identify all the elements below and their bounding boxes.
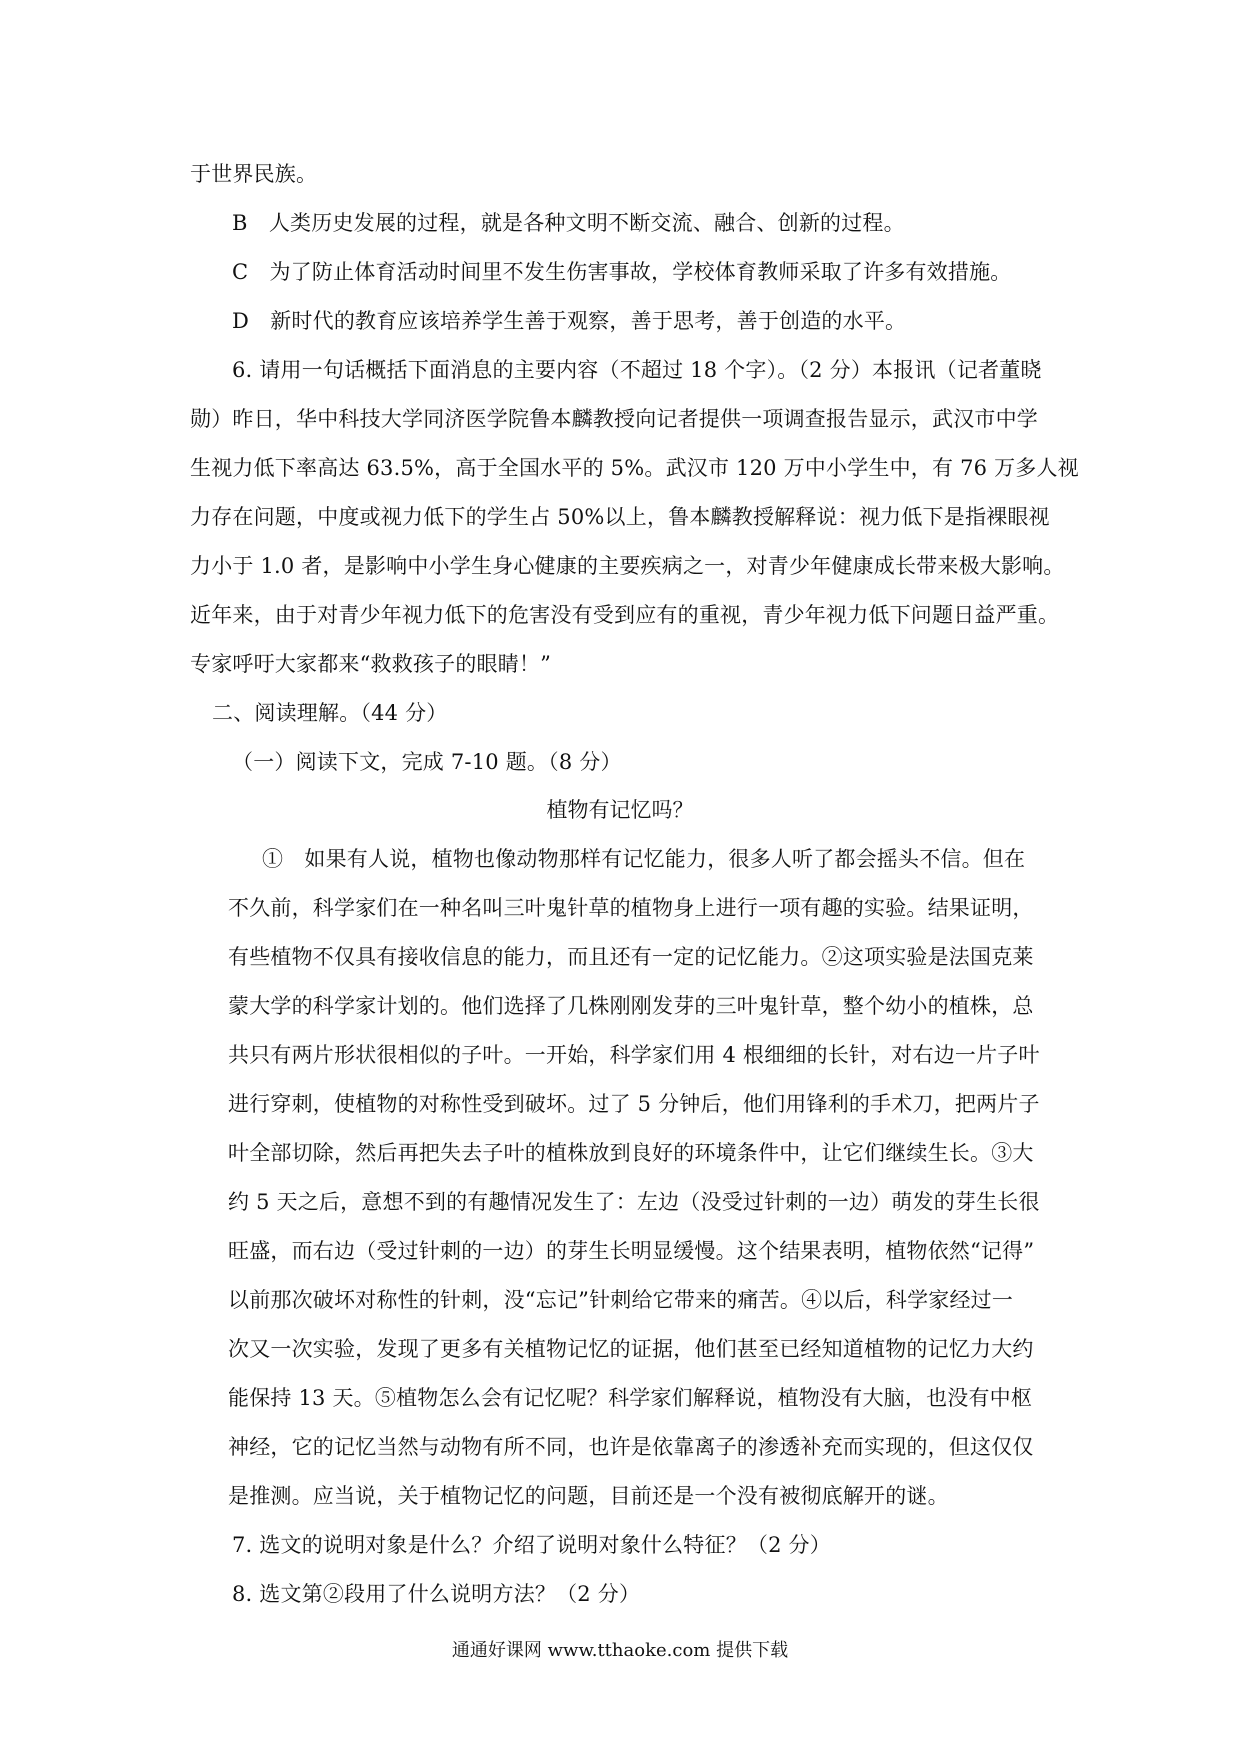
question-8: 8. 选文第②段用了什么说明方法？（2 分） <box>232 1582 641 1606</box>
article-line: 旺盛，而右边（受过针刺的一边）的芽生长明显缓慢。这个结果表明，植物依然“记得” <box>228 1239 1035 1263</box>
article-line: 次又一次实验，发现了更多有关植物记忆的证据，他们甚至已经知道植物的记忆力大约 <box>228 1337 1034 1361</box>
article-title: 植物有记忆吗？ <box>546 798 694 822</box>
text-line: 勋）昨日，华中科技大学同济医学院鲁本麟教授向记者提供一项调查报告显示，武汉市中学 <box>190 407 1038 431</box>
article-line: 以前那次破坏对称性的针刺，没“忘记”针刺给它带来的痛苦。④以后，科学家经过一 <box>228 1288 1014 1312</box>
option-c: C 为了防止体育活动时间里不发生伤害事故，学校体育教师采取了许多有效措施。 <box>232 260 1012 284</box>
text-line: 专家呼吁大家都来“救救孩子的眼睛！” <box>190 652 552 676</box>
page-footer: 通通好课网 www.tthaoke.com 提供下载 <box>451 1640 789 1661</box>
question-7: 7. 选文的说明对象是什么？介绍了说明对象什么特征？（2 分） <box>232 1533 831 1557</box>
article-line: 能保持 13 天。⑤植物怎么会有记忆呢？科学家们解释说，植物没有大脑，也没有中枢 <box>228 1386 1033 1410</box>
text-line: 生视力低下率高达 63.5%，高于全国水平的 5%。武汉市 120 万中小学生中，有 76 万多人视 <box>190 456 1079 480</box>
article-line: 有些植物不仅具有接收信息的能力，而且还有一定的记忆能力。②这项实验是法国克莱 <box>228 945 1034 969</box>
article-line: 叶全部切除，然后再把失去子叶的植株放到良好的环境条件中，让它们继续生长。③大 <box>228 1141 1034 1165</box>
text-line: 力存在问题，中度或视力低下的学生占 50%以上，鲁本麟教授解释说：视力低下是指裸眼视 <box>190 505 1050 529</box>
article-line: 不久前，科学家们在一种名叫三叶鬼针草的植物身上进行一项有趣的实验。结果证明， <box>228 896 1034 920</box>
subsection-heading: （一）阅读下文，完成 7-10 题。（8 分） <box>232 750 622 774</box>
article-line: 共只有两片形状很相似的子叶。一开始，科学家们用 4 根细细的长针，对右边一片子叶 <box>228 1043 1040 1067</box>
article-line: 神经，它的记忆当然与动物有所不同，也许是依靠离子的渗透补充而实现的，但这仅仅 <box>228 1435 1034 1459</box>
article-line: 蒙大学的科学家计划的。他们选择了几株刚刚发芽的三叶鬼针草，整个幼小的植株，总 <box>228 994 1034 1018</box>
article-line: 是推测。应当说，关于植物记忆的问题，目前还是一个没有被彻底解开的谜。 <box>228 1484 949 1508</box>
article-line: ① 如果有人说，植物也像动物那样有记忆能力，很多人听了都会摇头不信。但在 <box>262 847 1026 871</box>
text-line: 于世界民族。 <box>190 162 318 186</box>
question-6: 6. 请用一句话概括下面消息的主要内容（不超过 18 个字）。（2 分）本报讯（记者董晓 <box>232 358 1042 382</box>
option-b: B 人类历史发展的过程，就是各种文明不断交流、融合、创新的过程。 <box>232 211 905 235</box>
article-line: 约 5 天之后，意想不到的有趣情况发生了：左边（没受过针刺的一边）萌发的芽生长很 <box>228 1190 1040 1214</box>
section-heading: 二、阅读理解。（44 分） <box>212 701 448 725</box>
text-line: 力小于 1.0 者，是影响中小学生身心健康的主要疾病之一，对青少年健康成长带来极大影响。 <box>190 554 1065 578</box>
option-d: D 新时代的教育应该培养学生善于观察，善于思考，善于创造的水平。 <box>232 309 907 333</box>
article-line: 进行穿刺，使植物的对称性受到破坏。过了 5 分钟后，他们用锋利的手术刀，把两片子 <box>228 1092 1040 1116</box>
text-line: 近年来，由于对青少年视力低下的危害没有受到应有的重视，青少年视力低下问题日益严重。 <box>190 603 1060 627</box>
